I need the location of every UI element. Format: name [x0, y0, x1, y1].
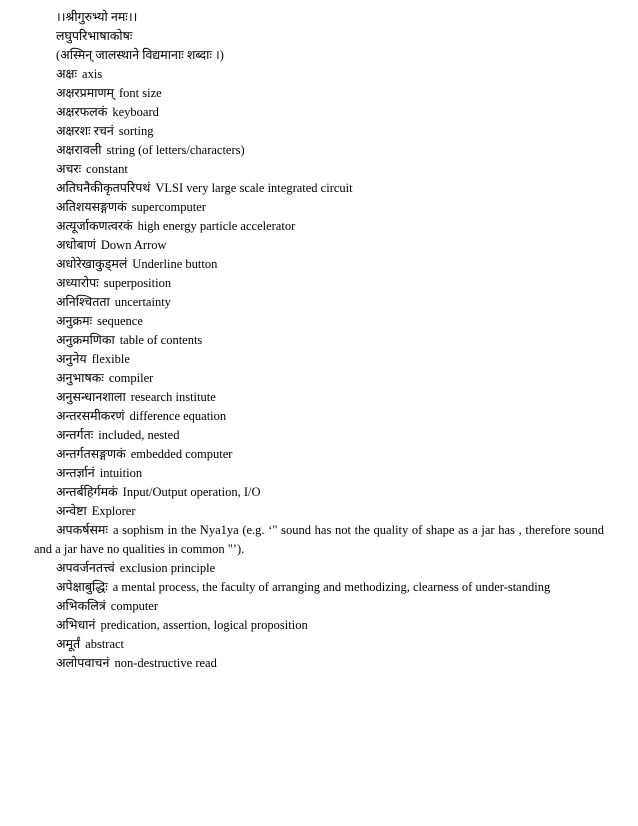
entry-term: अचरः	[56, 162, 82, 176]
glossary-entry	[34, 331, 604, 350]
glossary-entry	[34, 578, 604, 597]
entry-term: अन्तर्गतसङ्गणकं	[56, 447, 126, 461]
glossary-entry	[34, 84, 604, 103]
glossary-entry	[34, 65, 604, 84]
entry-term: अक्षरावली	[56, 143, 102, 157]
entry-term: अपवर्जनतत्त्वं	[56, 561, 115, 575]
entry-meaning: sorting	[118, 124, 154, 138]
glossary-entry	[34, 426, 604, 445]
glossary-entry	[34, 521, 604, 559]
entry-meaning: exclusion principle	[119, 561, 216, 575]
glossary-entry	[34, 388, 604, 407]
entry-term: अन्तर्गतः	[56, 428, 94, 442]
entry-term: अनुनेय	[56, 352, 87, 366]
glossary-entry	[34, 217, 604, 236]
entry-term: अनुक्रमः	[56, 314, 93, 328]
entry-meaning: abstract	[85, 637, 125, 651]
entry-meaning: VLSI very large scale integrated circuit	[155, 181, 353, 195]
entry-meaning: predication, assertion, logical proposition	[100, 618, 308, 632]
entry-term: अतिशयसङ्गणकं	[56, 200, 127, 214]
glossary-entry-list	[34, 65, 604, 673]
entry-term: अध्यारोपः	[56, 276, 99, 290]
entry-term: अक्षरशः रचनं	[56, 124, 114, 138]
glossary-entry	[34, 445, 604, 464]
entry-term: अलोपवाचनं	[56, 656, 110, 670]
entry-term: अक्षरप्रमाणम्	[56, 86, 114, 100]
glossary-entry	[34, 616, 604, 635]
entry-meaning: difference equation	[129, 409, 227, 423]
glossary-entry	[34, 635, 604, 654]
entry-meaning: high energy particle accelerator	[137, 219, 296, 233]
entry-term: अधोरेखाकुड्मलं	[56, 257, 128, 271]
entry-term: अपकर्षसमः	[56, 523, 108, 537]
entry-term: अधोबाणं	[56, 238, 96, 252]
entry-meaning: axis	[82, 67, 103, 81]
glossary-entry	[34, 350, 604, 369]
entry-meaning: keyboard	[112, 105, 159, 119]
entry-term: अतिघनैकीकृतपरिपथं	[56, 181, 151, 195]
glossary-entry	[34, 198, 604, 217]
entry-term: अन्तर्बहिर्गमकं	[56, 485, 118, 499]
entry-term: अक्षरफलकं	[56, 105, 108, 119]
glossary-subtitle: (अस्मिन् जालस्थाने विद्यमानाः शब्दाः ।)	[56, 48, 224, 62]
entry-term: अन्वेष्टा	[56, 504, 87, 518]
glossary-entry	[34, 160, 604, 179]
entry-meaning: embedded computer	[130, 447, 233, 461]
glossary-entry	[34, 255, 604, 274]
glossary-entry	[34, 122, 604, 141]
entry-meaning: uncertainty	[114, 295, 171, 309]
entry-meaning: superposition	[103, 276, 172, 290]
glossary-entry	[34, 141, 604, 160]
entry-meaning: font size	[118, 86, 162, 100]
glossary-entry	[34, 236, 604, 255]
entry-meaning: a mental process, the faculty of arranging and methodizing, clearness of under-standing	[112, 580, 551, 594]
entry-term: अभिधानं	[56, 618, 96, 632]
glossary-entry	[34, 312, 604, 331]
entry-term: अन्तर्ज्ञानं	[56, 466, 95, 480]
entry-meaning: table of contents	[119, 333, 203, 347]
glossary-entry	[34, 597, 604, 616]
entry-meaning: constant	[86, 162, 128, 176]
entry-meaning: compiler	[108, 371, 154, 385]
entry-meaning: intuition	[99, 466, 143, 480]
glossary-entry	[34, 559, 604, 578]
entry-meaning: non-destructive read	[114, 656, 217, 670]
entry-meaning: flexible	[91, 352, 130, 366]
glossary-entry	[34, 369, 604, 388]
entry-term: अपेक्षाबुद्धिः	[56, 580, 108, 594]
glossary-title: लघुपरिभाषाकोषः	[56, 29, 133, 43]
entry-term: अत्यूर्जाकणत्वरकं	[56, 219, 133, 233]
entry-term: अनुभाषकः	[56, 371, 104, 385]
glossary-entry	[34, 103, 604, 122]
entry-meaning: computer	[110, 599, 159, 613]
entry-meaning: Explorer	[91, 504, 136, 518]
entry-term: अनुक्रमणिका	[56, 333, 115, 347]
glossary-entry	[34, 274, 604, 293]
glossary-entry	[34, 293, 604, 312]
glossary-entry	[34, 179, 604, 198]
entry-term: अक्षः	[56, 67, 78, 81]
entry-term: अमूर्तं	[56, 637, 81, 651]
entry-term: अभिकलित्रं	[56, 599, 106, 613]
entry-meaning: string (of letters/characters)	[106, 143, 245, 157]
entry-meaning: Input/Output operation, I/O	[122, 485, 261, 499]
entry-meaning: Underline button	[132, 257, 218, 271]
glossary-entry	[34, 464, 604, 483]
entry-meaning: supercomputer	[131, 200, 206, 214]
entry-term: अनुसन्धानशाला	[56, 390, 126, 404]
glossary-entry	[34, 407, 604, 426]
entry-term: अनिश्चितता	[56, 295, 110, 309]
entry-meaning: Down Arrow	[100, 238, 167, 252]
glossary-entry	[34, 654, 604, 673]
entry-meaning: research institute	[130, 390, 216, 404]
entry-meaning: a sophism in the Nya1ya (e.g. ‘" sound has not the quality of shape as a jar has , therefore sound and a jar have no qualities in common "’).	[34, 523, 604, 556]
entry-meaning: sequence	[97, 314, 143, 328]
glossary-entry	[34, 483, 604, 502]
glossary-entry	[34, 502, 604, 521]
entry-meaning: included, nested	[98, 428, 180, 442]
invocation-line: ।।श्रीगुरुभ्यो नमः।।	[56, 10, 138, 24]
entry-term: अन्तरसमीकरणं	[56, 409, 125, 423]
